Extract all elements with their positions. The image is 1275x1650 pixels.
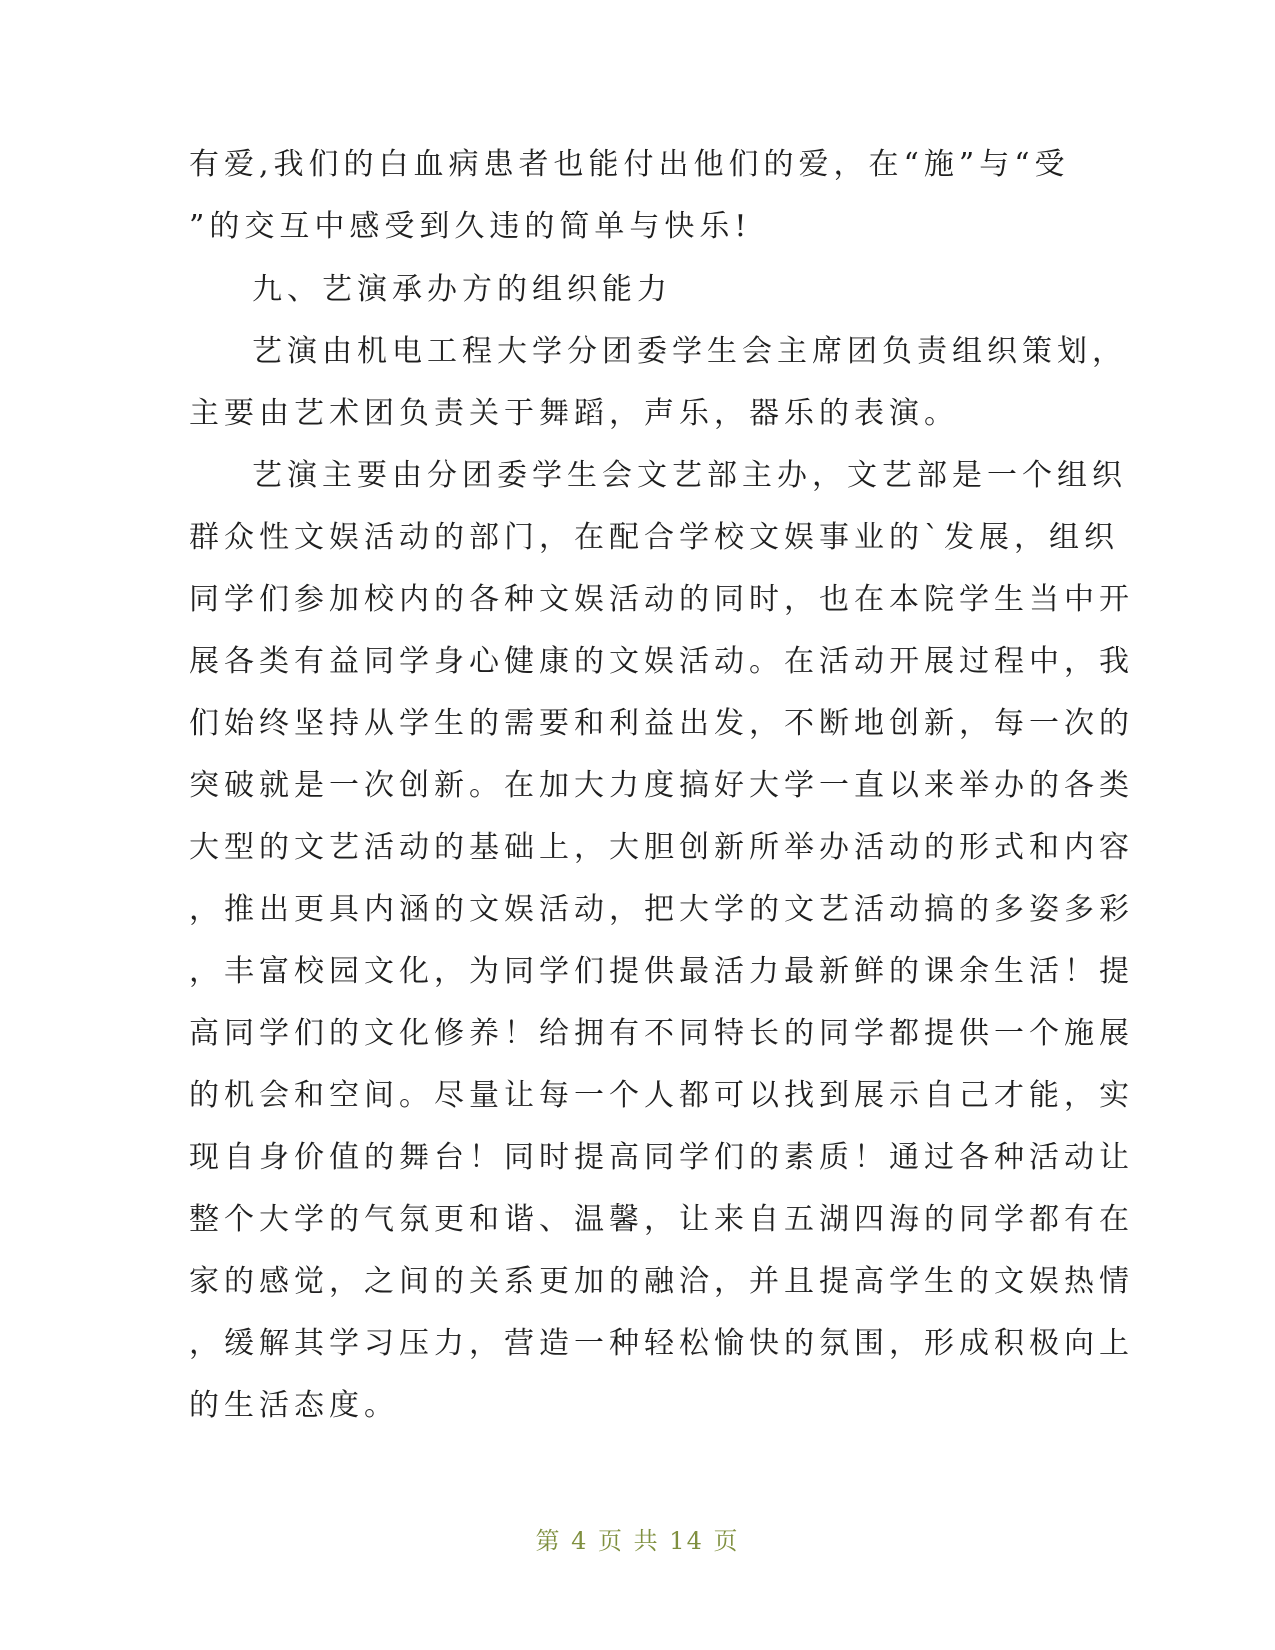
text-line: ”的交互中感受到久违的简单与快乐! [189, 209, 752, 244]
text-line: 有爱,我们的白血病患者也能付出他们的爱，在“施”与“受 [189, 147, 1070, 182]
text-line: 群众性文娱活动的部门，在配合学校文娱事业的`发展，组织 [189, 520, 1119, 555]
text-line: 整个大学的气氛更和谐、温馨，让来自五湖四海的同学都有在 [189, 1202, 1134, 1237]
text-line: ，缓解其学习压力，营造一种轻松愉快的氛围，形成积极向上 [189, 1326, 1134, 1361]
paragraph-first-line: 艺演主要由分团委学生会文艺部主办，文艺部是一个组织 [252, 458, 1127, 493]
text-line: ，丰富校园文化，为同学们提供最活力最新鲜的课余生活！提 [189, 954, 1134, 989]
text-line: 主要由艺术团负责关于舞蹈，声乐，器乐的表演。 [189, 396, 959, 431]
text-line: 的机会和空间。尽量让每一个人都可以找到展示自己才能，实 [189, 1078, 1134, 1113]
paragraph-first-line: 艺演由机电工程大学分团委学生会主席团负责组织策划， [252, 334, 1127, 369]
text-line: 展各类有益同学身心健康的文娱活动。在活动开展过程中，我 [189, 644, 1134, 679]
text-line: 突破就是一次创新。在加大力度搞好大学一直以来举办的各类 [189, 768, 1134, 803]
text-line: 高同学们的文化修养！给拥有不同特长的同学都提供一个施展 [189, 1016, 1134, 1051]
text-line: 大型的文艺活动的基础上，大胆创新所举办活动的形式和内容 [189, 830, 1134, 865]
text-line: ，推出更具内涵的文娱活动，把大学的文艺活动搞的多姿多彩 [189, 892, 1134, 927]
text-line: 的生活态度。 [189, 1388, 399, 1423]
text-line: 们始终坚持从学生的需要和利益出发，不断地创新，每一次的 [189, 706, 1134, 741]
text-line: 同学们参加校内的各种文娱活动的同时，也在本院学生当中开 [189, 582, 1134, 617]
text-line: 现自身价值的舞台！同时提高同学们的素质！通过各种活动让 [189, 1140, 1134, 1175]
text-line: 家的感觉，之间的关系更加的融洽，并且提高学生的文娱热情 [189, 1264, 1134, 1299]
page-number-footer: 第 4 页 共 14 页 [535, 1527, 740, 1555]
section-heading: 九、艺演承办方的组织能力 [252, 272, 672, 307]
